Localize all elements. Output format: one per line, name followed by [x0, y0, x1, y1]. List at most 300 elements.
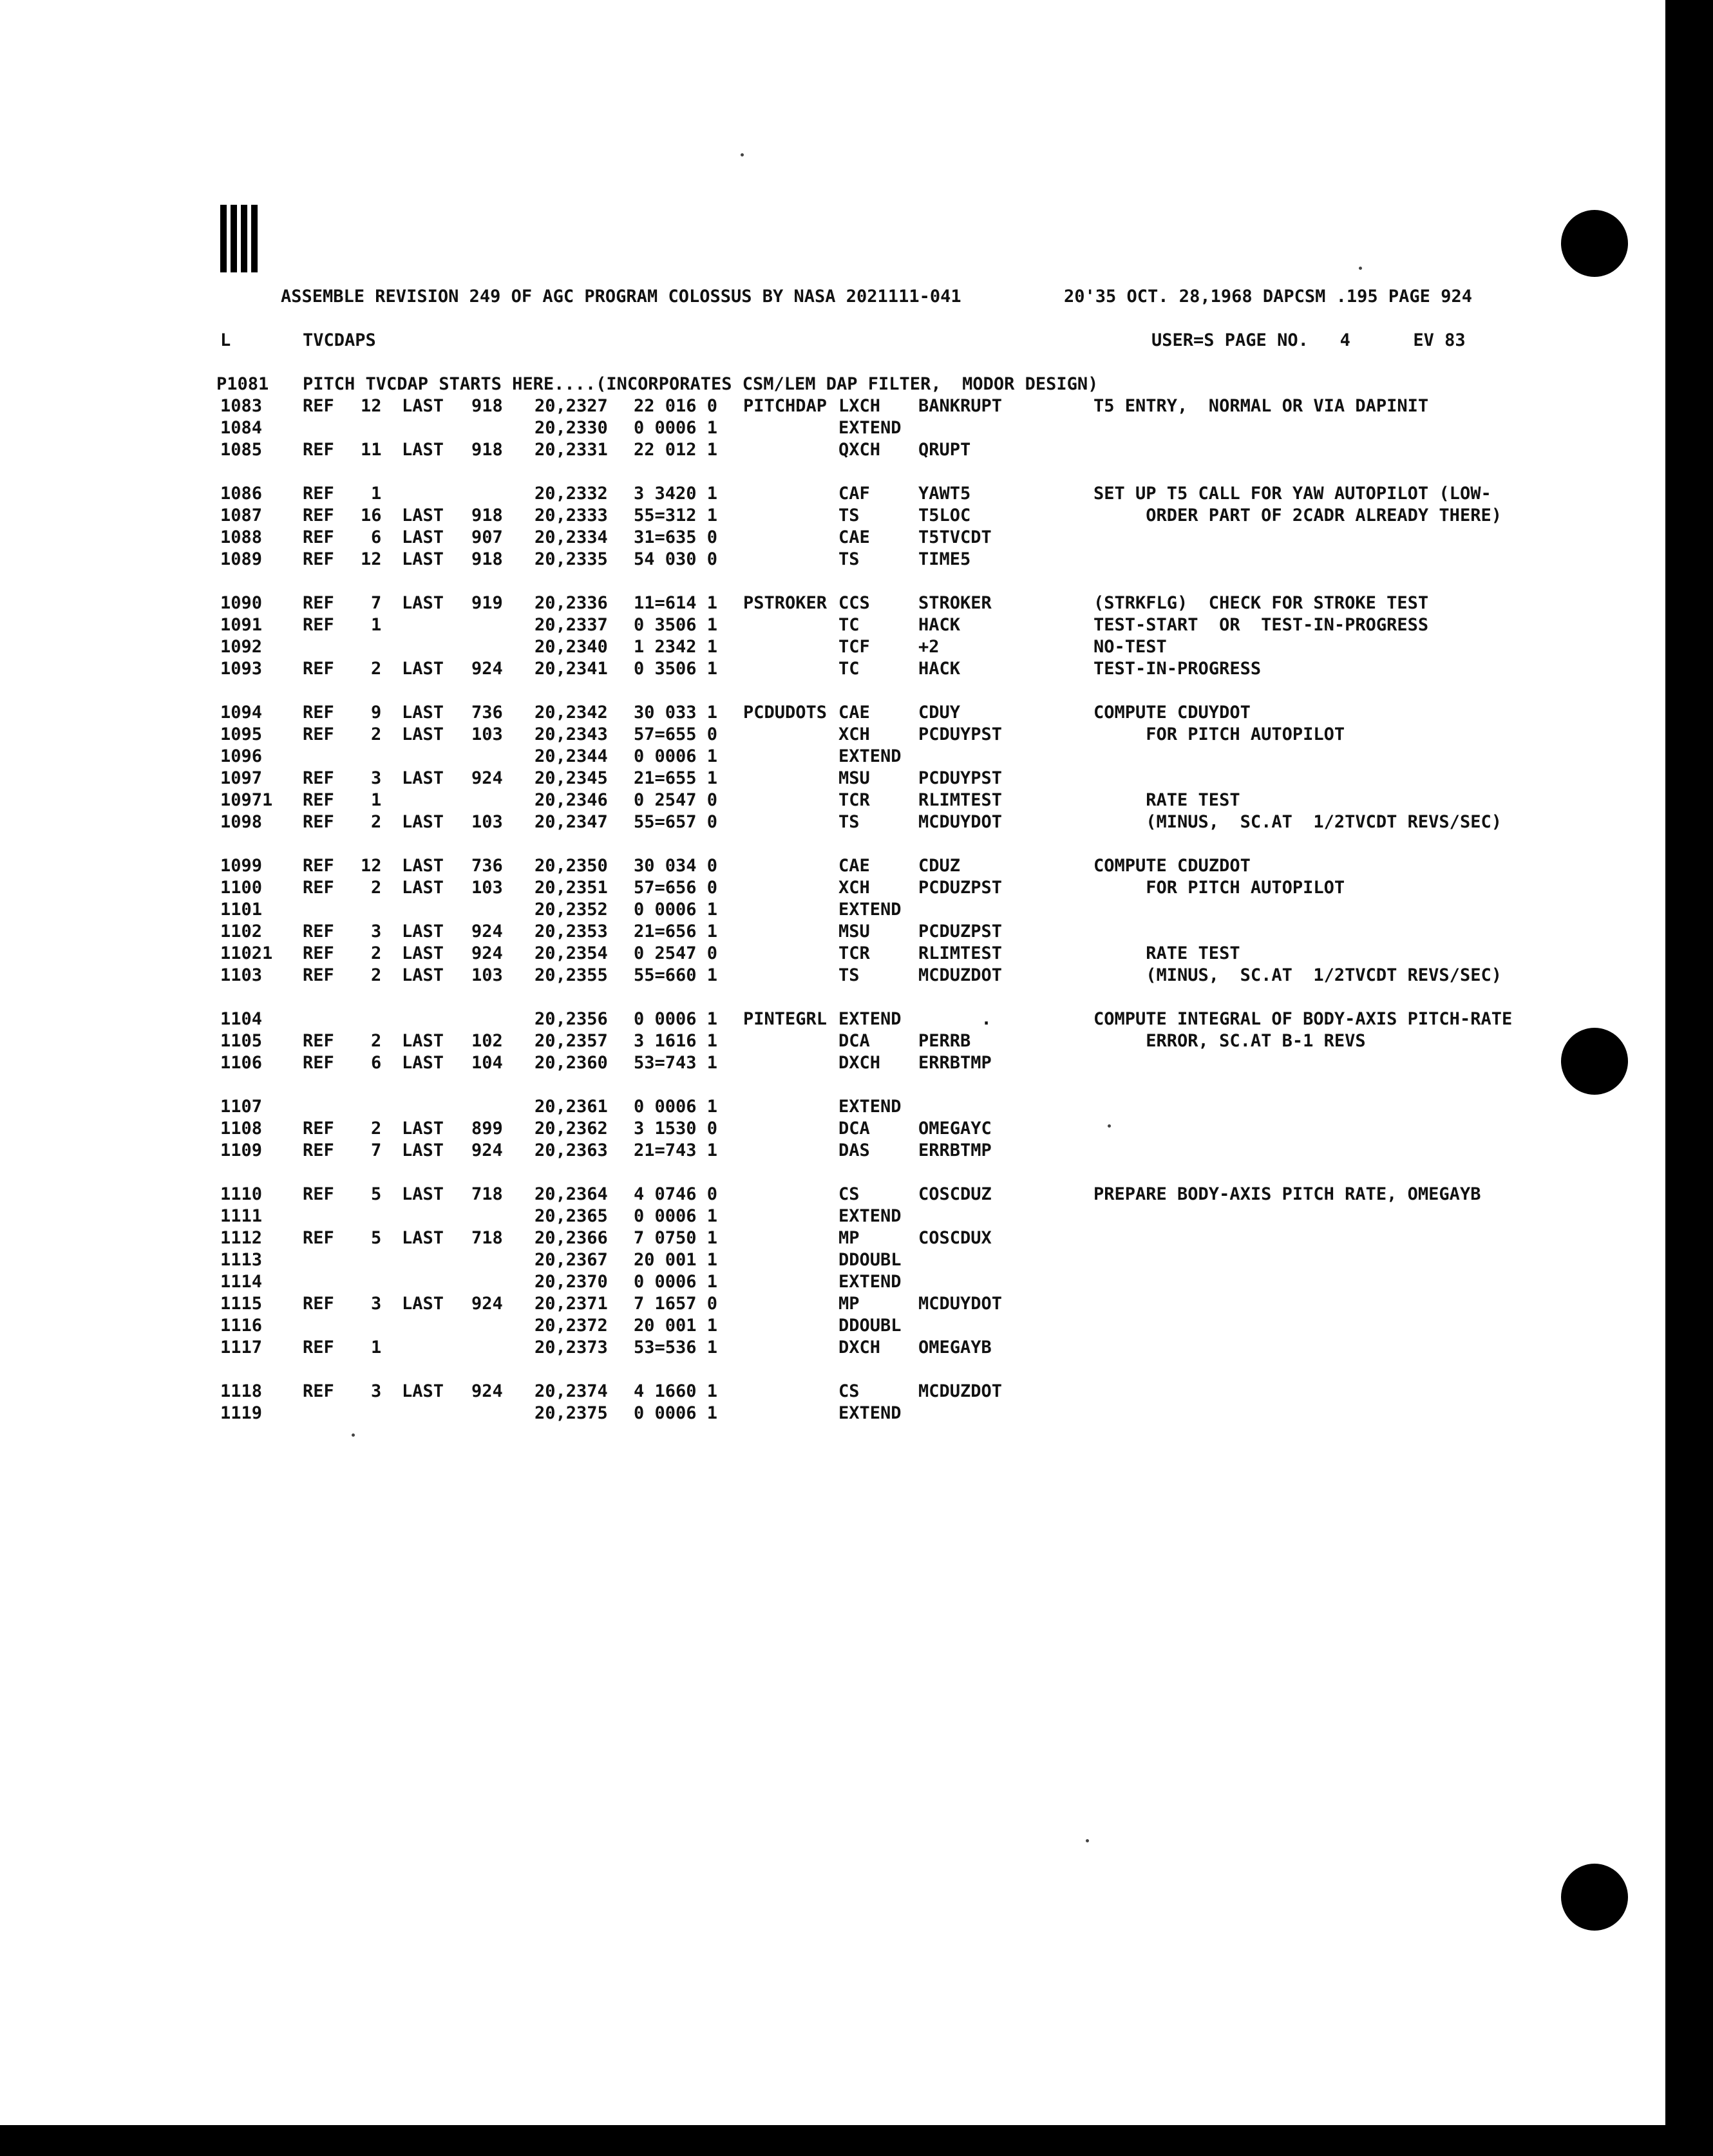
line-number: 1117 — [220, 1338, 263, 1357]
address: 20,2365 — [535, 1206, 608, 1226]
operand: T5TVCDT — [918, 527, 992, 547]
line-number: 1092 — [220, 637, 263, 657]
ref-count: 5 — [371, 1184, 382, 1204]
ref-count: 11 — [361, 440, 382, 460]
last-page: 918 — [471, 549, 503, 569]
ref-count: 3 — [371, 1294, 382, 1314]
comment: (STRKFLG) CHECK FOR STROKE TEST — [1093, 593, 1429, 613]
ref-flag: REF — [303, 484, 334, 504]
opcode: DXCH — [838, 1053, 881, 1073]
ref-flag: REF — [303, 1184, 334, 1204]
opcode: TCF — [838, 637, 870, 657]
comment: PREPARE BODY-AXIS PITCH RATE, OMEGAYB — [1093, 1184, 1481, 1204]
punch-hole-middle — [1561, 1028, 1628, 1095]
comment: (MINUS, SC.AT 1/2TVCDT REVS/SEC) — [1093, 965, 1502, 985]
opcode: QXCH — [838, 440, 881, 460]
octal-code: 53=536 1 — [634, 1338, 718, 1357]
octal-code: 21=655 1 — [634, 768, 718, 788]
operand: BANKRUPT — [918, 396, 1003, 416]
address: 20,2341 — [535, 659, 608, 679]
line-number: 1115 — [220, 1294, 263, 1314]
opcode: CAE — [838, 527, 870, 547]
last-tag: LAST — [402, 506, 444, 525]
last-page: 924 — [471, 659, 503, 679]
ref-flag: REF — [303, 1338, 334, 1357]
symbol-label: PSTROKER — [743, 593, 828, 613]
operand: STROKER — [918, 593, 992, 613]
line-number: 1106 — [220, 1053, 263, 1073]
comment: T5 ENTRY, NORMAL OR VIA DAPINIT — [1093, 396, 1429, 416]
opcode: EXTEND — [838, 1097, 902, 1117]
octal-code: 0 3506 1 — [634, 615, 718, 635]
line-number: 1102 — [220, 922, 263, 941]
ref-flag: REF — [303, 1053, 334, 1073]
operand: MCDUYDOT — [918, 1294, 1003, 1314]
line-number: 1113 — [220, 1250, 263, 1270]
last-page: 924 — [471, 768, 503, 788]
section-title: TVCDAPS — [303, 330, 376, 350]
ref-count: 7 — [371, 593, 382, 613]
address: 20,2344 — [535, 746, 608, 766]
last-tag: LAST — [402, 1119, 444, 1139]
line-number: 1100 — [220, 878, 263, 898]
ref-count: 2 — [371, 659, 382, 679]
opcode: TC — [838, 615, 860, 635]
ref-count: 2 — [371, 965, 382, 985]
operand: PCDUZPST — [918, 878, 1003, 898]
opcode: EXTEND — [838, 418, 902, 438]
line-number: 1083 — [220, 396, 263, 416]
ref-count: 2 — [371, 1119, 382, 1139]
octal-code: 3 1530 0 — [634, 1119, 718, 1139]
operand: T5LOC — [918, 506, 971, 525]
octal-code: 0 2547 0 — [634, 790, 718, 810]
octal-code: 55=312 1 — [634, 506, 718, 525]
ref-count: 1 — [371, 1338, 382, 1357]
address: 20,2353 — [535, 922, 608, 941]
last-tag: LAST — [402, 965, 444, 985]
octal-code: 4 0746 0 — [634, 1184, 718, 1204]
ref-flag: REF — [303, 965, 334, 985]
ref-flag: REF — [303, 790, 334, 810]
last-page: 736 — [471, 703, 503, 723]
address: 20,2351 — [535, 878, 608, 898]
opcode: CAE — [838, 856, 870, 876]
address: 20,2366 — [535, 1228, 608, 1248]
operand: CDUZ — [918, 856, 961, 876]
address: 20,2370 — [535, 1272, 608, 1292]
address: 20,2350 — [535, 856, 608, 876]
ref-count: 9 — [371, 703, 382, 723]
line-number: 1095 — [220, 724, 263, 744]
line-number: 1101 — [220, 900, 263, 920]
last-page: 924 — [471, 943, 503, 963]
octal-code: 0 0006 1 — [634, 746, 718, 766]
opcode: DXCH — [838, 1338, 881, 1357]
opcode: DCA — [838, 1031, 870, 1051]
ref-flag: REF — [303, 527, 334, 547]
octal-code: 3 1616 1 — [634, 1031, 718, 1051]
comment: FOR PITCH AUTOPILOT — [1093, 724, 1345, 744]
address: 20,2337 — [535, 615, 608, 635]
operand: MCDUYDOT — [918, 812, 1003, 832]
octal-code: 0 0006 1 — [634, 1206, 718, 1226]
line-number: 1088 — [220, 527, 263, 547]
symbol-label: PINTEGRL — [743, 1009, 828, 1029]
opcode: EXTEND — [838, 1272, 902, 1292]
octal-code: 4 1660 1 — [634, 1381, 718, 1401]
address: 20,2354 — [535, 943, 608, 963]
ref-count: 3 — [371, 922, 382, 941]
ref-count: 12 — [361, 856, 382, 876]
opcode: TS — [838, 965, 860, 985]
operand: COSCDUZ — [918, 1184, 992, 1204]
ref-flag: REF — [303, 703, 334, 723]
address: 20,2345 — [535, 768, 608, 788]
line-number: 10971 — [220, 790, 273, 810]
line-number: 1111 — [220, 1206, 263, 1226]
operand: CDUY — [918, 703, 961, 723]
operand: . — [918, 1009, 992, 1029]
line-number: 1089 — [220, 549, 263, 569]
opcode: DDOUBL — [838, 1250, 902, 1270]
line-number: 1103 — [220, 965, 263, 985]
ref-flag: REF — [303, 1031, 334, 1051]
opcode: TCR — [838, 943, 870, 963]
line-number: 1087 — [220, 506, 263, 525]
opcode: DCA — [838, 1119, 870, 1139]
operand: COSCDUX — [918, 1228, 992, 1248]
last-page: 918 — [471, 396, 503, 416]
address: 20,2342 — [535, 703, 608, 723]
ref-count: 6 — [371, 1053, 382, 1073]
ref-flag: REF — [303, 1294, 334, 1314]
octal-code: 20 001 1 — [634, 1250, 718, 1270]
last-page: 103 — [471, 965, 503, 985]
operand: RLIMTEST — [918, 790, 1003, 810]
last-tag: LAST — [402, 812, 444, 832]
line-number: 1112 — [220, 1228, 263, 1248]
octal-code: 0 2547 0 — [634, 943, 718, 963]
ref-flag: REF — [303, 593, 334, 613]
octal-code: 11=614 1 — [634, 593, 718, 613]
last-page: 102 — [471, 1031, 503, 1051]
last-page: 919 — [471, 593, 503, 613]
line-number: 1105 — [220, 1031, 263, 1051]
last-page: 899 — [471, 1119, 503, 1139]
opcode: EXTEND — [838, 900, 902, 920]
line-number: 1107 — [220, 1097, 263, 1117]
last-page: 103 — [471, 724, 503, 744]
octal-code: 0 0006 1 — [634, 1272, 718, 1292]
operand: OMEGAYB — [918, 1338, 992, 1357]
octal-code: 0 0006 1 — [634, 418, 718, 438]
operand: YAWT5 — [918, 484, 971, 504]
octal-code: 3 3420 1 — [634, 484, 718, 504]
speck — [352, 1433, 355, 1437]
last-page: 718 — [471, 1184, 503, 1204]
address: 20,2332 — [535, 484, 608, 504]
last-page: 103 — [471, 878, 503, 898]
opcode: EXTEND — [838, 1403, 902, 1423]
octal-code: 55=657 0 — [634, 812, 718, 832]
comment: NO-TEST — [1093, 637, 1167, 657]
ref-flag: REF — [303, 1140, 334, 1160]
operand: QRUPT — [918, 440, 971, 460]
last-tag: LAST — [402, 856, 444, 876]
address: 20,2343 — [535, 724, 608, 744]
line-number: 1116 — [220, 1316, 263, 1336]
operand: TIME5 — [918, 549, 971, 569]
ref-flag: REF — [303, 1381, 334, 1401]
line-number: 1098 — [220, 812, 263, 832]
operand: ERRBTMP — [918, 1140, 992, 1160]
ref-count: 1 — [371, 615, 382, 635]
printer-logo — [220, 205, 259, 276]
ref-flag: REF — [303, 440, 334, 460]
ref-flag: REF — [303, 396, 334, 416]
comment: ERROR, SC.AT B-1 REVS — [1093, 1031, 1366, 1051]
opcode: TS — [838, 549, 860, 569]
line-number: 1104 — [220, 1009, 263, 1029]
octal-code: 57=655 0 — [634, 724, 718, 744]
octal-code: 20 001 1 — [634, 1316, 718, 1336]
operand: HACK — [918, 659, 961, 679]
line-number: 1108 — [220, 1119, 263, 1139]
last-tag: LAST — [402, 527, 444, 547]
address: 20,2355 — [535, 965, 608, 985]
ref-count: 7 — [371, 1140, 382, 1160]
last-tag: LAST — [402, 922, 444, 941]
speck — [1108, 1124, 1111, 1128]
octal-code: 54 030 0 — [634, 549, 718, 569]
ref-flag: REF — [303, 1119, 334, 1139]
comment: COMPUTE CDUZDOT — [1093, 856, 1251, 876]
ref-count: 3 — [371, 1381, 382, 1401]
last-page: 103 — [471, 812, 503, 832]
operand: MCDUZDOT — [918, 965, 1003, 985]
line-number: 1084 — [220, 418, 263, 438]
address: 20,2335 — [535, 549, 608, 569]
opcode: CAF — [838, 484, 870, 504]
octal-code: 0 0006 1 — [634, 1009, 718, 1029]
address: 20,2361 — [535, 1097, 608, 1117]
ref-count: 2 — [371, 812, 382, 832]
header-line-1 — [0, 286, 1472, 308]
last-tag: LAST — [402, 440, 444, 460]
ref-count: 5 — [371, 1228, 382, 1248]
ref-flag: REF — [303, 768, 334, 788]
listing-flag: L — [220, 330, 231, 350]
last-tag: LAST — [402, 1031, 444, 1051]
ref-count: 2 — [371, 878, 382, 898]
address: 20,2372 — [535, 1316, 608, 1336]
last-page: 104 — [471, 1053, 503, 1073]
address: 20,2374 — [535, 1381, 608, 1401]
last-page: 924 — [471, 1294, 503, 1314]
intro-text: PITCH TVCDAP STARTS HERE....(INCORPORATES CSM/LEM DAP FILTER, MODOR DESIGN) — [303, 374, 1099, 394]
operand: MCDUZDOT — [918, 1381, 1003, 1401]
last-tag: LAST — [402, 703, 444, 723]
opcode: XCH — [838, 724, 870, 744]
comment: FOR PITCH AUTOPILOT — [1093, 878, 1345, 898]
opcode: TS — [838, 812, 860, 832]
address: 20,2356 — [535, 1009, 608, 1029]
opcode: LXCH — [838, 396, 881, 416]
last-page: 918 — [471, 506, 503, 525]
punch-hole-top — [1561, 210, 1628, 277]
speck — [1086, 1839, 1089, 1842]
opcode: DAS — [838, 1140, 870, 1160]
octal-code: 55=660 1 — [634, 965, 718, 985]
address: 20,2362 — [535, 1119, 608, 1139]
octal-code: 53=743 1 — [634, 1053, 718, 1073]
ref-count: 12 — [361, 549, 382, 569]
last-tag: LAST — [402, 1053, 444, 1073]
address: 20,2340 — [535, 637, 608, 657]
comment: COMPUTE INTEGRAL OF BODY-AXIS PITCH-RATE — [1093, 1009, 1513, 1029]
line-number: 1091 — [220, 615, 263, 635]
intro-line — [0, 374, 1099, 395]
ref-flag: REF — [303, 878, 334, 898]
comment: TEST-START OR TEST-IN-PROGRESS — [1093, 615, 1429, 635]
operand: +2 — [918, 637, 940, 657]
last-page: 924 — [471, 1140, 503, 1160]
opcode: TCR — [838, 790, 870, 810]
header-right: 20'35 OCT. 28,1968 DAPCSM .195 PAGE 924 — [1064, 287, 1472, 307]
last-page: 918 — [471, 440, 503, 460]
operand: PCDUZPST — [918, 922, 1003, 941]
line-number: 1093 — [220, 659, 263, 679]
comment: (MINUS, SC.AT 1/2TVCDT REVS/SEC) — [1093, 812, 1502, 832]
line-number: 1109 — [220, 1140, 263, 1160]
line-number: 1090 — [220, 593, 263, 613]
octal-code: 7 0750 1 — [634, 1228, 718, 1248]
octal-code: 21=656 1 — [634, 922, 718, 941]
address: 20,2330 — [535, 418, 608, 438]
ref-count: 6 — [371, 527, 382, 547]
comment: SET UP T5 CALL FOR YAW AUTOPILOT (LOW- — [1093, 484, 1491, 504]
line-number: 1119 — [220, 1403, 263, 1423]
octal-code: 1 2342 1 — [634, 637, 718, 657]
speck — [741, 153, 744, 156]
header-line-2 — [0, 330, 1466, 352]
intro-num: P1081 — [216, 374, 269, 394]
last-tag: LAST — [402, 1228, 444, 1248]
header-left: ASSEMBLE REVISION 249 OF AGC PROGRAM COLOSSUS BY NASA 2021111-041 — [281, 287, 961, 307]
ref-flag: REF — [303, 724, 334, 744]
address: 20,2364 — [535, 1184, 608, 1204]
opcode: CAE — [838, 703, 870, 723]
operand: ERRBTMP — [918, 1053, 992, 1073]
line-number: 1086 — [220, 484, 263, 504]
address: 20,2333 — [535, 506, 608, 525]
operand: HACK — [918, 615, 961, 635]
last-tag: LAST — [402, 768, 444, 788]
comment: RATE TEST — [1093, 790, 1240, 810]
opcode: EXTEND — [838, 746, 902, 766]
opcode: MP — [838, 1294, 860, 1314]
opcode: DDOUBL — [838, 1316, 902, 1336]
header-page-no: USER=S PAGE NO. 4 EV 83 — [1151, 330, 1466, 350]
ref-flag: REF — [303, 1228, 334, 1248]
opcode: XCH — [838, 878, 870, 898]
last-tag: LAST — [402, 549, 444, 569]
symbol-label: PITCHDAP — [743, 396, 828, 416]
opcode: MP — [838, 1228, 860, 1248]
address: 20,2334 — [535, 527, 608, 547]
operand: OMEGAYC — [918, 1119, 992, 1139]
speck — [1359, 267, 1362, 270]
ref-count: 16 — [361, 506, 382, 525]
octal-code: 7 1657 0 — [634, 1294, 718, 1314]
octal-code: 22 012 1 — [634, 440, 718, 460]
ref-count: 12 — [361, 396, 382, 416]
comment: TEST-IN-PROGRESS — [1093, 659, 1262, 679]
operand: PERRB — [918, 1031, 971, 1051]
address: 20,2346 — [535, 790, 608, 810]
octal-code: 22 016 0 — [634, 396, 718, 416]
ref-flag: REF — [303, 812, 334, 832]
octal-code: 0 0006 1 — [634, 1403, 718, 1423]
octal-code: 57=656 0 — [634, 878, 718, 898]
address: 20,2360 — [535, 1053, 608, 1073]
opcode: TS — [838, 506, 860, 525]
address: 20,2352 — [535, 900, 608, 920]
ref-count: 2 — [371, 1031, 382, 1051]
octal-code: 0 3506 1 — [634, 659, 718, 679]
address: 20,2357 — [535, 1031, 608, 1051]
last-tag: LAST — [402, 1140, 444, 1160]
line-number: 1085 — [220, 440, 263, 460]
address: 20,2371 — [535, 1294, 608, 1314]
opcode: MSU — [838, 768, 870, 788]
opcode: TC — [838, 659, 860, 679]
last-page: 907 — [471, 527, 503, 547]
opcode: CS — [838, 1184, 860, 1204]
address: 20,2363 — [535, 1140, 608, 1160]
address: 20,2336 — [535, 593, 608, 613]
last-tag: LAST — [402, 724, 444, 744]
line-number: 1099 — [220, 856, 263, 876]
line-number: 1118 — [220, 1381, 263, 1401]
ref-count: 2 — [371, 943, 382, 963]
operand: PCDUYPST — [918, 768, 1003, 788]
octal-code: 0 0006 1 — [634, 1097, 718, 1117]
opcode: MSU — [838, 922, 870, 941]
octal-code: 30 033 1 — [634, 703, 718, 723]
last-tag: LAST — [402, 1381, 444, 1401]
operand: RLIMTEST — [918, 943, 1003, 963]
octal-code: 0 0006 1 — [634, 900, 718, 920]
address: 20,2347 — [535, 812, 608, 832]
address: 20,2375 — [535, 1403, 608, 1423]
operand: PCDUYPST — [918, 724, 1003, 744]
punch-hole-bottom — [1561, 1864, 1628, 1931]
line-number: 1096 — [220, 746, 263, 766]
last-tag: LAST — [402, 593, 444, 613]
address: 20,2373 — [535, 1338, 608, 1357]
ref-flag: REF — [303, 659, 334, 679]
ref-count: 2 — [371, 724, 382, 744]
address: 20,2331 — [535, 440, 608, 460]
symbol-label: PCDUDOTS — [743, 703, 828, 723]
last-page: 924 — [471, 922, 503, 941]
line-number: 1097 — [220, 768, 263, 788]
comment: COMPUTE CDUYDOT — [1093, 703, 1251, 723]
ref-flag: REF — [303, 943, 334, 963]
opcode: EXTEND — [838, 1206, 902, 1226]
